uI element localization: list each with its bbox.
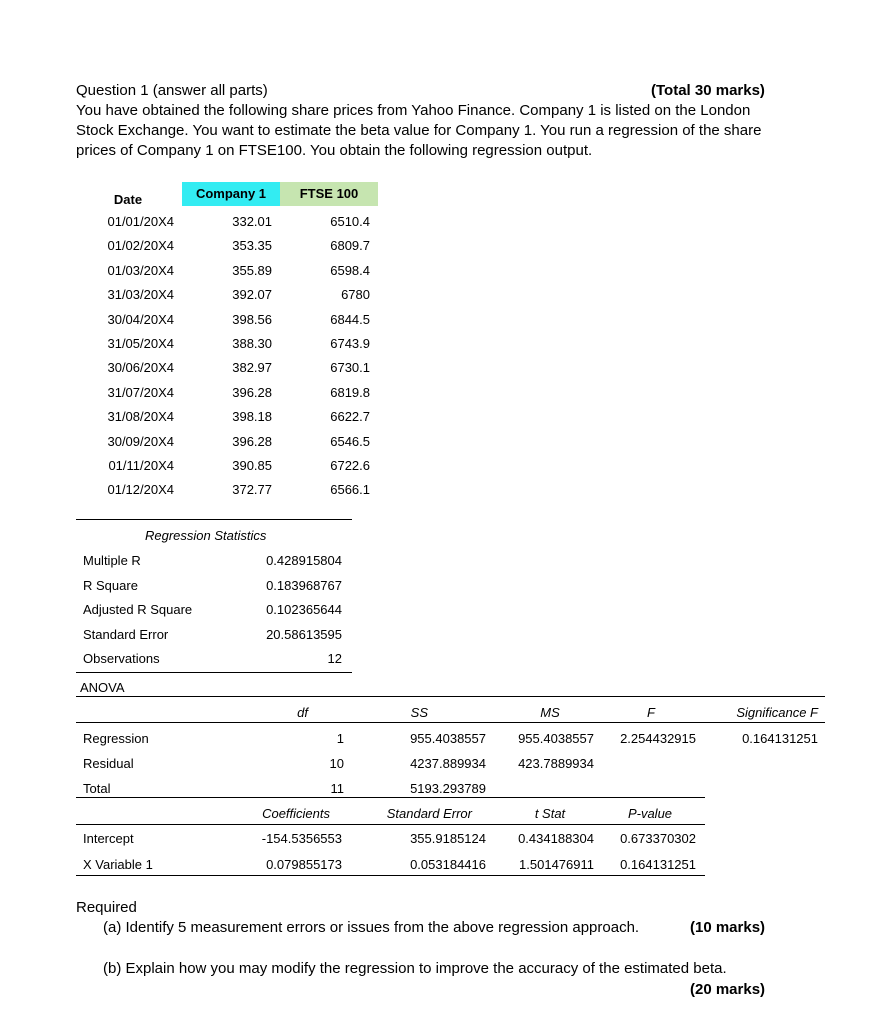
anova-source: Residual <box>83 756 134 771</box>
coef-value: 0.079855173 <box>266 857 342 872</box>
price-date: 30/06/20X4 <box>107 360 174 376</box>
price-date: 31/08/20X4 <box>107 409 174 425</box>
ftse100-price: 6743.9 <box>330 336 370 351</box>
stat-value: 0.183968767 <box>266 577 342 593</box>
company1-price: 332.01 <box>232 214 272 229</box>
coef-header-pvalue: P-value <box>627 806 673 821</box>
coef-pvalue: 0.164131251 <box>620 857 696 872</box>
header-date: Date <box>113 192 143 207</box>
anova-ms: 423.7889934 <box>518 756 594 771</box>
anova-f: 2.254432915 <box>620 731 696 746</box>
ftse100-price: 6598.4 <box>330 262 370 278</box>
stat-value: 0.102365644 <box>266 602 342 617</box>
anova-source: Regression <box>83 731 149 746</box>
ftse100-price: 6510.4 <box>330 214 370 229</box>
price-date: 01/02/20X4 <box>107 238 174 254</box>
total-marks: (Total 30 marks) <box>651 82 765 99</box>
anova-ms: 955.4038557 <box>518 731 594 746</box>
company1-price: 355.89 <box>232 262 272 278</box>
company1-price: 392.07 <box>232 287 272 303</box>
coef-variable: X Variable 1 <box>83 857 153 872</box>
company1-price: 390.85 <box>232 458 272 473</box>
coef-stderr: 0.053184416 <box>410 857 486 872</box>
anova-ss: 4237.889934 <box>410 756 486 771</box>
anova-df: 1 <box>336 731 344 746</box>
anova-source: Total <box>83 781 111 796</box>
anova-header-sigf: Significance F <box>736 705 818 720</box>
company1-price: 398.56 <box>232 311 272 327</box>
company1-price: 396.28 <box>232 384 272 400</box>
coef-tstat: 1.501476911 <box>519 857 594 872</box>
question-line-1: You have obtained the following share prices from Yahoo Finance. Company 1 is listed on the London <box>76 102 751 119</box>
stat-label: R Square <box>83 577 138 593</box>
coef-header-tstat: t Stat <box>534 806 566 821</box>
regression-stats-title: Regression Statistics <box>145 528 267 543</box>
anova-header-ms: MS <box>540 705 560 720</box>
price-date: 30/09/20X4 <box>107 433 174 449</box>
coef-header-coefficients: Coefficients <box>262 806 330 821</box>
stat-value: 12 <box>327 651 342 666</box>
company1-price: 372.77 <box>232 482 272 498</box>
coef-variable: Intercept <box>83 831 134 846</box>
ftse100-price: 6809.7 <box>330 238 370 254</box>
coef-pvalue: 0.673370302 <box>620 831 696 846</box>
ftse100-price: 6730.1 <box>330 360 370 376</box>
question-line-3: prices of Company 1 on FTSE100. You obtain the following regression output. <box>76 142 593 159</box>
coef-header-stderr: Standard Error <box>386 806 472 821</box>
price-date: 01/11/20X4 <box>108 458 174 473</box>
ftse100-price: 6819.8 <box>330 384 370 400</box>
company1-price: 353.35 <box>232 238 272 254</box>
anova-df: 10 <box>329 756 344 771</box>
stat-label: Observations <box>83 651 160 666</box>
coef-value: -154.5356553 <box>261 831 342 846</box>
part-b-marks: (20 marks) <box>690 981 766 998</box>
ftse100-price: 6722.6 <box>330 458 370 473</box>
anova-sigf: 0.164131251 <box>742 731 818 746</box>
ftse100-price: 6622.7 <box>330 409 370 425</box>
ftse100-price: 6844.5 <box>330 311 370 327</box>
stat-label: Multiple R <box>83 553 141 568</box>
anova-title: ANOVA <box>80 680 125 695</box>
company1-price: 396.28 <box>232 433 272 449</box>
ftse100-price: 6546.5 <box>330 433 370 449</box>
price-date: 31/05/20X4 <box>107 336 174 351</box>
part-a-marks: (10 marks) <box>690 919 766 936</box>
price-date: 01/01/20X4 <box>107 214 174 229</box>
anova-header-f: F <box>647 705 655 720</box>
question-line-2: Stock Exchange. You want to estimate the beta value for Company 1. You run a regression of the share <box>76 122 762 139</box>
stat-label: Standard Error <box>83 626 169 642</box>
company1-price: 398.18 <box>232 409 272 425</box>
question-title: Question 1 (answer all parts) <box>76 82 268 99</box>
header-ftse100: FTSE 100 <box>280 182 378 206</box>
price-date: 30/04/20X4 <box>107 311 174 327</box>
anova-ss: 955.4038557 <box>410 731 486 746</box>
ftse100-price: 6566.1 <box>330 482 370 498</box>
coef-stderr: 355.9185124 <box>410 831 486 846</box>
required-label: Required <box>76 899 137 916</box>
stat-value: 0.428915804 <box>266 553 342 568</box>
ftse100-price: 6780 <box>341 287 370 303</box>
anova-df: 11 <box>330 781 344 796</box>
part-a-text: (a) Identify 5 measurement errors or issues from the above regression approach. <box>103 919 640 936</box>
price-date: 01/03/20X4 <box>107 262 174 278</box>
price-date: 31/07/20X4 <box>107 384 174 400</box>
anova-header-ss: SS <box>410 705 428 720</box>
anova-ss: 5193.293789 <box>410 781 486 796</box>
price-date: 31/03/20X4 <box>107 287 174 303</box>
anova-header-df: df <box>297 705 308 720</box>
company1-price: 382.97 <box>232 360 272 376</box>
stat-value: 20.58613595 <box>266 626 342 642</box>
company1-price: 388.30 <box>232 336 272 351</box>
coef-tstat: 0.434188304 <box>518 831 594 846</box>
price-date: 01/12/20X4 <box>107 482 174 498</box>
header-company1: Company 1 <box>182 182 280 206</box>
part-b-text: (b) Explain how you may modify the regression to improve the accuracy of the estimated beta. <box>103 960 727 977</box>
stat-label: Adjusted R Square <box>83 602 193 617</box>
